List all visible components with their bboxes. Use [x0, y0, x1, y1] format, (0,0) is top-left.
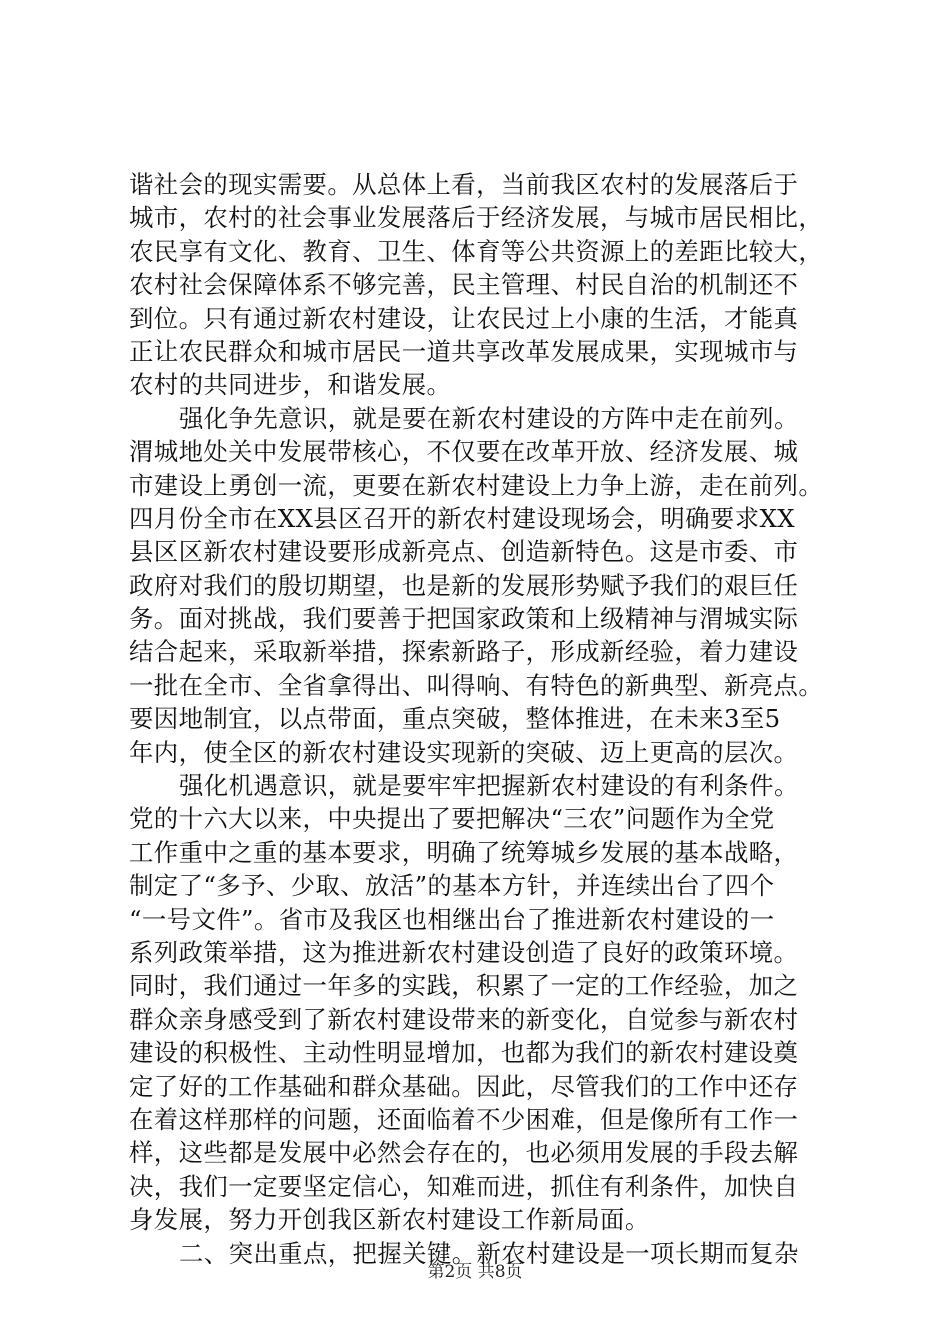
- paragraph-first-line: 强化争先意识，就是要在新农村建设的方阵中走在前列。: [179, 403, 799, 433]
- text-line: 定了好的工作基础和群众基础。因此，尽管我们的工作中还存: [129, 1071, 799, 1101]
- text-line: 决，我们一定要坚定信心，知难而进，抓住有利条件，加快自: [129, 1171, 799, 1201]
- text-line: 农民享有文化、教育、卫生、体育等公共资源上的差距比较大，: [129, 236, 824, 266]
- text-line: 市建设上勇创一流，更要在新农村建设上力争上游，走在前列。: [129, 470, 824, 500]
- text-line: 到位。只有通过新农村建设，让农民过上小康的生活，才能真: [129, 303, 799, 333]
- page-footer: 第2页 共8页: [427, 1262, 523, 1282]
- text-line: 党的十六大以来，中央提出了要把解决“三农”问题作为全党: [129, 804, 775, 834]
- text-line: 制定了“多予、少取、放活”的基本方针，并连续出台了四个: [129, 871, 775, 901]
- text-line: 样，这些都是发展中必然会存在的，也必须用发展的手段去解: [129, 1138, 799, 1168]
- text-line: 政府对我们的殷切期望，也是新的发展形势赋予我们的艰巨任: [129, 570, 799, 600]
- text-line: 正让农民群众和城市居民一道共享改革发展成果，实现城市与: [129, 336, 799, 366]
- text-line: 在着这样那样的问题，还面临着不少困难，但是像所有工作一: [129, 1104, 799, 1134]
- text-line: 身发展，努力开创我区新农村建设工作新局面。: [129, 1205, 650, 1235]
- text-line: 农村社会保障体系不够完善，民主管理、村民自治的机制还不: [129, 270, 799, 300]
- text-line: 渭城地处关中发展带核心，不仅要在改革开放、经济发展、城: [129, 437, 799, 467]
- text-line: 建设的积极性、主动性明显增加，也都为我们的新农村建设奠: [129, 1038, 799, 1068]
- body-text: [129, 168, 839, 1270]
- text-line: 县区区新农村建设要形成新亮点、创造新特色。这是市委、市: [129, 537, 799, 567]
- text-line: “一号文件”。省市及我区也相继出台了推进新农村建设的一: [129, 904, 775, 934]
- text-line: 务。面对挑战，我们要善于把国家政策和上级精神与渭城实际: [129, 604, 799, 634]
- text-line: 工作重中之重的基本要求，明确了统筹城乡发展的基本战略，: [129, 837, 799, 867]
- text-line: 城市，农村的社会事业发展落后于经济发展，与城市居民相比，: [129, 203, 824, 233]
- text-line: 农村的共同进步，和谐发展。: [129, 370, 452, 400]
- text-line: 四月份全市在XX县区召开的新农村建设现场会，明确要求XX: [129, 503, 796, 533]
- text-line: 系列政策举措，这为推进新农村建设创造了良好的政策环境。: [129, 937, 799, 967]
- paragraph-first-line: 强化机遇意识，就是要牢牢把握新农村建设的有利条件。: [179, 771, 799, 801]
- text-line: 谐社会的现实需要。从总体上看，当前我区农村的发展落后于: [129, 170, 799, 199]
- text-line: 年内，使全区的新农村建设实现新的突破、迈上更高的层次。: [129, 737, 799, 767]
- text-line: 结合起来，采取新举措，探索新路子，形成新经验，着力建设: [129, 637, 799, 667]
- text-line: 一批在全市、全省拿得出、叫得响、有特色的新典型、新亮点。: [129, 670, 824, 700]
- text-line: 要因地制宜，以点带面，重点突破，整体推进，在未来3至5: [129, 704, 781, 734]
- text-line: 同时，我们通过一年多的实践，积累了一定的工作经验，加之: [129, 971, 799, 1001]
- paragraph-first-line: 二、突出重点，把握关键。新农村建设是一项长期而复杂: [179, 1238, 799, 1268]
- text-line: 群众亲身感受到了新农村建设带来的新变化，自觉参与新农村: [129, 1004, 799, 1034]
